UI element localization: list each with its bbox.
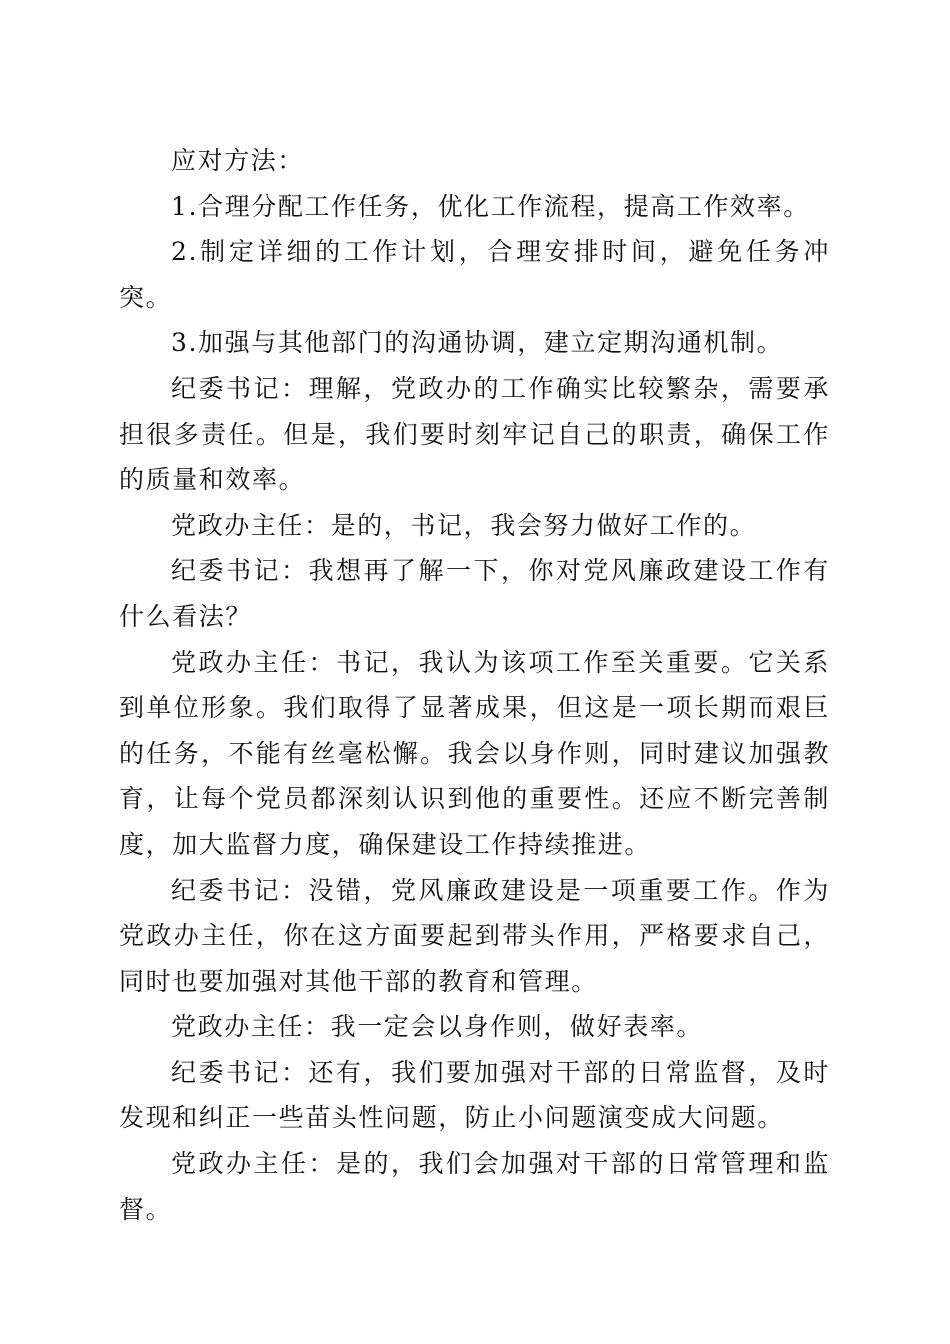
dialogue-paragraph: 党政办主任：是的，我们会加强对干部的日常管理和监督。	[119, 1149, 830, 1224]
dialogue-paragraph: 党政办主任：我一定会以身作则，做好表率。	[171, 1012, 704, 1042]
list-item: 3.加强与其他部门的沟通协调，建立定期沟通机制。	[171, 328, 784, 358]
dialogue-paragraph: 纪委书记：我想再了解一下，你对党风廉政建设工作有什么看法？	[119, 556, 830, 631]
list-item: 2.制定详细的工作计划，合理安排时间，避免任务冲突。	[119, 237, 830, 312]
document-body	[119, 138, 830, 1232]
dialogue-paragraph: 纪委书记：没错，党风廉政建设是一项重要工作。作为党政办主任，你在这方面要起到带头作用，严格要求自己，同时也要加强对其他干部的教育和管理。	[119, 875, 830, 996]
list-item: 1.合理分配工作任务，优化工作流程，提高工作效率。	[171, 191, 810, 221]
dialogue-paragraph: 党政办主任：书记，我认为该项工作至关重要。它关系到单位形象。我们取得了显著成果，但这是一项长期而艰巨的任务，不能有丝毫松懈。我会以身作则，同时建议加强教育，让每个党员都深刻认识到他的重要性。还应不断完善制度，加大监督力度，确保建设工作持续推进。	[119, 647, 830, 859]
dialogue-paragraph: 纪委书记：理解，党政办的工作确实比较繁杂，需要承担很多责任。但是，我们要时刻牢记自己的职责，确保工作的质量和效率。	[119, 373, 830, 495]
dialogue-paragraph: 党政办主任：是的，书记，我会努力做好工作的。	[171, 510, 757, 540]
dialogue-paragraph: 纪委书记：还有，我们要加强对干部的日常监督，及时发现和纠正一些苗头性问题，防止小问题演变成大问题。	[119, 1057, 830, 1133]
section-heading: 应对方法：	[171, 146, 305, 175]
